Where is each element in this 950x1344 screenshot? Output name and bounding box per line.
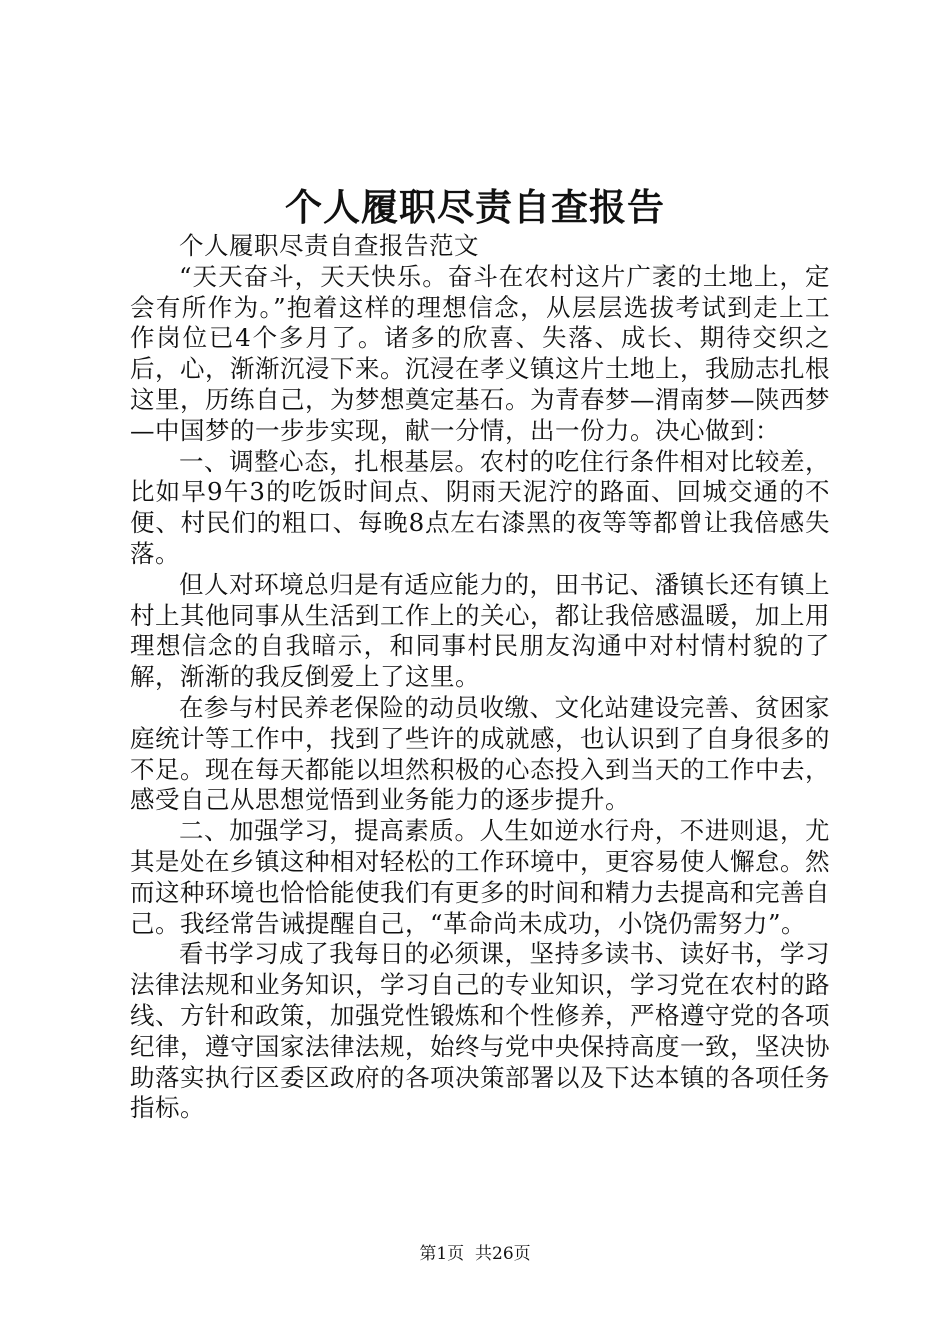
body-paragraph: 看书学习成了我每日的必须课，坚持多读书、读好书，学习法律法规和业务知识，学习自己的专业知识，学习党在农村的路线、方针和政策，加强党性锻炼和个性修养，严格遵守党的各项纪律，遵守国家法律法规，始终与党中央保持高度一致，坚决协助落实执行区委区政府的各项决策部署以及下达本镇的各项任务指标。 bbox=[130, 939, 830, 1123]
body-paragraph: “天天奋斗，天天快乐。奋斗在农村这片广袤的土地上，定会有所作为。”抱着这样的理想信念，从层层选拔考试到走上工作岗位已4个多月了。诸多的欣喜、失落、成长、期待交织之后，心，渐渐沉浸下来。沉浸在孝义镇这片土地上，我励志扎根这里，历练自己，为梦想奠定基石。为青春梦—渭南梦—陕西梦—中国梦的一步步实现，献一分情，出一份力。决心做到： bbox=[130, 261, 830, 445]
document-body bbox=[130, 231, 830, 1124]
subtitle-paragraph: 个人履职尽责自查报告范文 bbox=[179, 231, 479, 260]
body-paragraph: 在参与村民养老保险的动员收缴、文化站建设完善、贫困家庭统计等工作中，找到了些许的成就感，也认识到了自身很多的不足。现在每天都能以坦然积极的心态投入到当天的工作中去，感受自己从思想觉悟到业务能力的逐步提升。 bbox=[130, 692, 830, 815]
body-paragraph: 一、调整心态，扎根基层。农村的吃住行条件相对比较差，比如早9午3的吃饭时间点、阴雨天泥泞的路面、回城交通的不便、村民们的粗口、每晚8点左右漆黑的夜等等都曾让我倍感失落。 bbox=[130, 446, 830, 568]
body-paragraph: 二、加强学习，提高素质。人生如逆水行舟，不进则退，尤其是处在乡镇这种相对轻松的工作环境中，更容易使人懈怠。然而这种环境也恰恰能使我们有更多的时间和精力去提高和完善自己。我经常告诫提醒自己，“革命尚未成功，小饶仍需努力”。 bbox=[130, 816, 830, 938]
page-footer bbox=[0, 1242, 950, 1266]
body-paragraph: 但人对环境总归是有适应能力的，田书记、潘镇长还有镇上村上其他同事从生活到工作上的关心，都让我倍感温暖，加上用理想信念的自我暗示，和同事村民朋友沟通中对村情村貌的了解，渐渐的我反倒爱上了这里。 bbox=[130, 569, 830, 692]
document-title: 个人履职尽责自查报告 bbox=[285, 185, 665, 229]
page-number: 第1页 bbox=[419, 1244, 465, 1264]
page-total: 共26页 bbox=[475, 1244, 531, 1264]
footer-spacer bbox=[464, 1244, 475, 1264]
